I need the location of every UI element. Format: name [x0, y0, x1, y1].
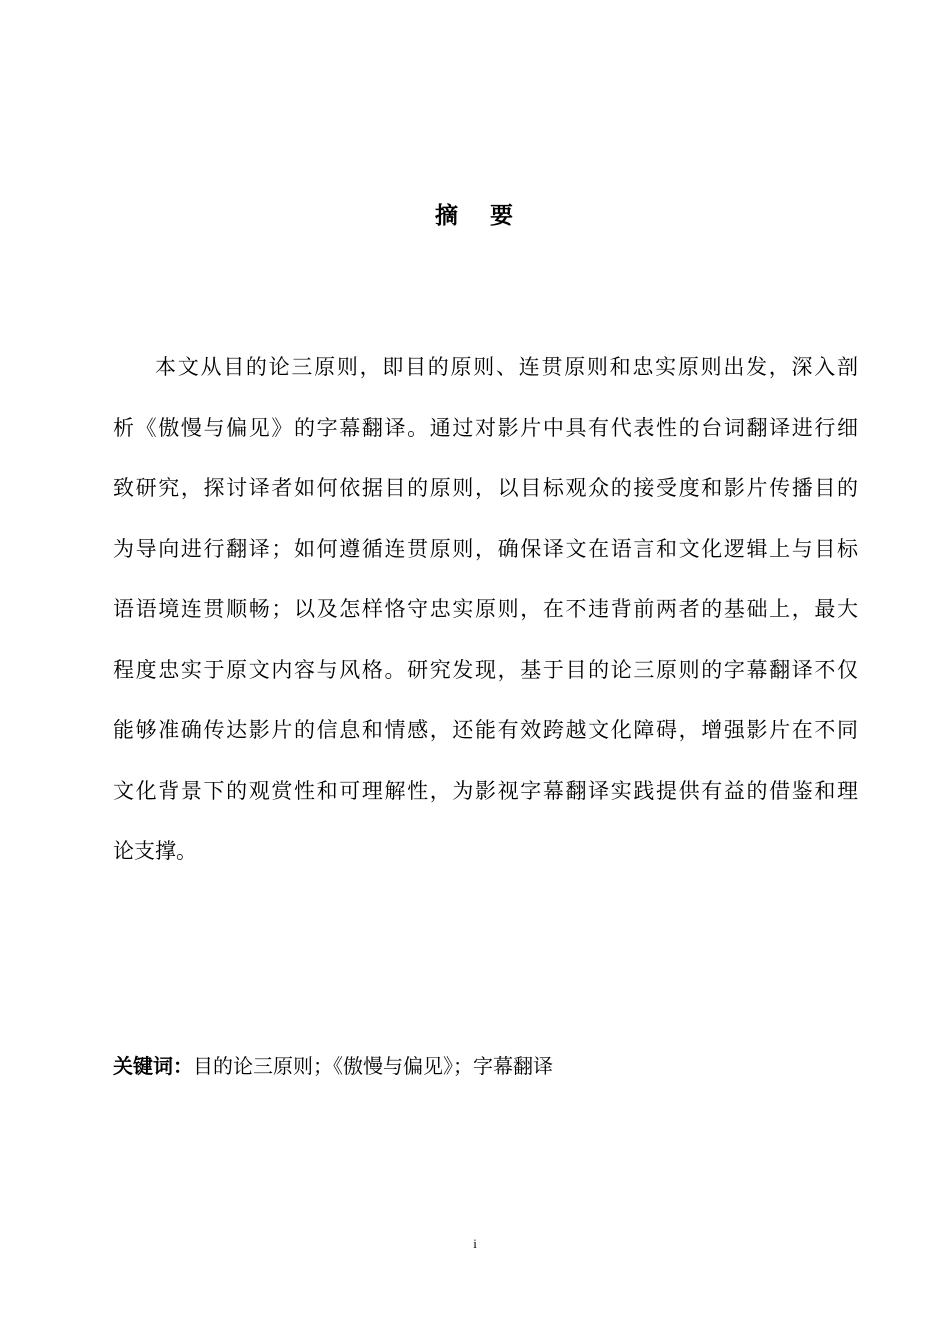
- abstract-line: 致研究，探讨译者如何依据目的原则，以目标观众的接受度和影片传播目的: [113, 476, 858, 500]
- abstract-line: 程度忠实于原文内容与风格。研究发现，基于目的论三原则的字幕翻译不仅: [113, 657, 858, 682]
- abstract-line: 为导向进行翻译；如何遵循连贯原则，确保译文在语言和文化逻辑上与目标: [113, 536, 858, 561]
- page-title: 摘 要: [434, 203, 525, 229]
- keywords-label: 关键词：: [113, 1054, 193, 1078]
- page-number: i: [473, 1236, 477, 1251]
- abstract-line: 语语境连贯顺畅；以及怎样恪守忠实原则，在不违背前两者的基础上，最大: [113, 597, 858, 621]
- abstract-line: 本文从目的论三原则，即目的原则、连贯原则和忠实原则出发，深入剖: [155, 355, 858, 379]
- abstract-line: 论支撑。: [113, 839, 197, 863]
- abstract-line: 能够准确传达影片的信息和情感，还能有效跨越文化障碍，增强影片在不同: [113, 718, 858, 742]
- abstract-line: 析《傲慢与偏见》的字幕翻译。通过对影片中具有代表性的台词翻译进行细: [113, 415, 858, 440]
- keywords: [113, 1048, 858, 1084]
- abstract-body: [113, 337, 858, 882]
- abstract-line: 文化背景下的观赏性和可理解性，为影视字幕翻译实践提供有益的借鉴和理: [113, 778, 858, 803]
- keywords-text: 目的论三原则；《傲慢与偏见》；字幕翻译: [193, 1054, 553, 1078]
